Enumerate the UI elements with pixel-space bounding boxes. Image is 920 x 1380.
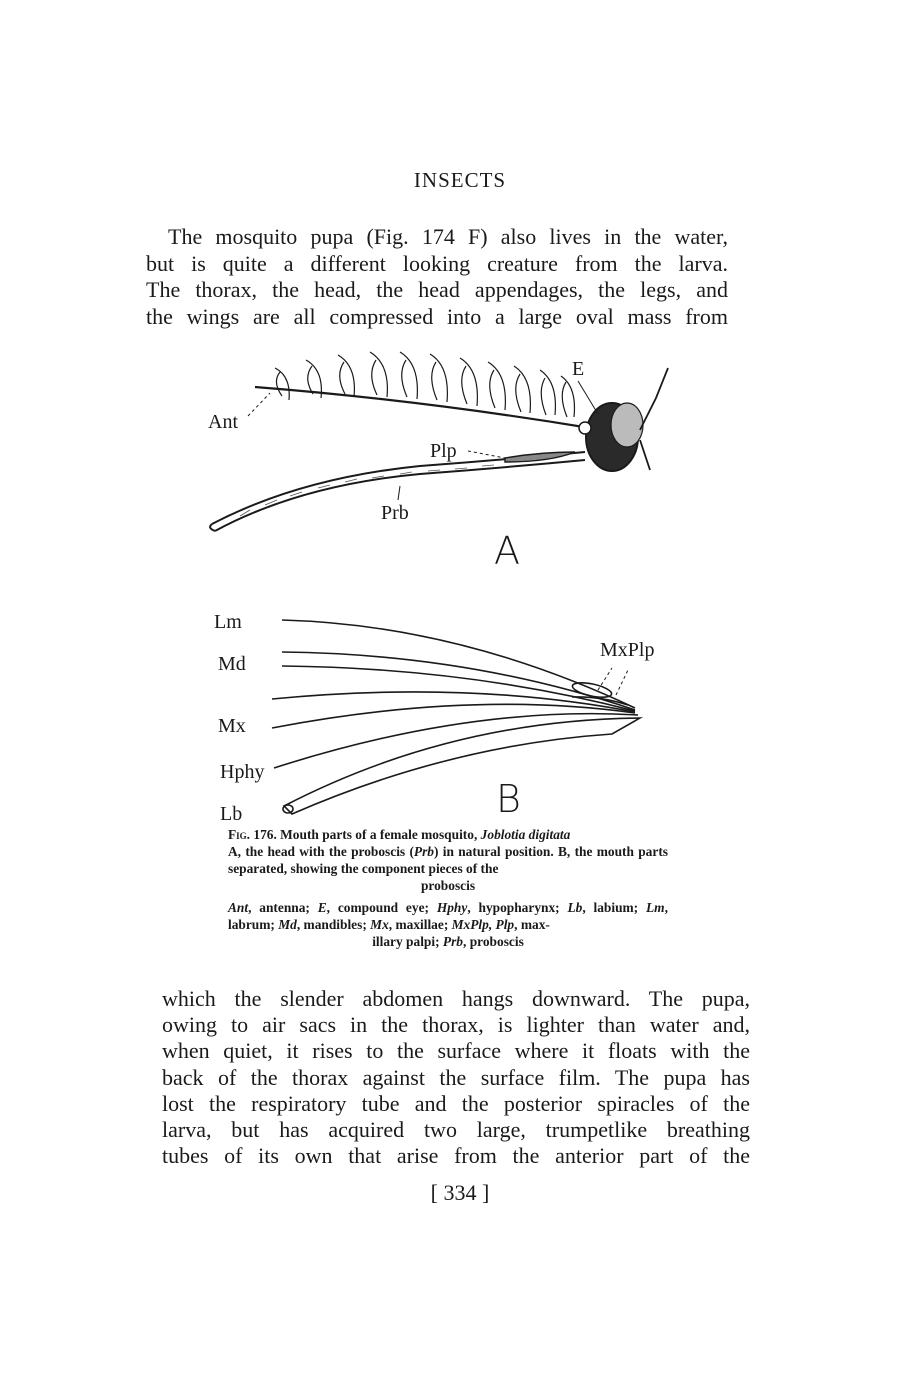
text-line: the wings are all compressed into a large oval mass from	[146, 303, 728, 329]
text-line: owing to air sacs in the thorax, is lighter than water and,	[162, 1012, 750, 1038]
label-prb: Prb	[381, 502, 409, 524]
text-line: when quiet, it rises to the surface where it floats with the	[162, 1038, 750, 1064]
caption-description-end: proboscis	[420, 878, 476, 893]
key-def: maxillae;	[395, 917, 449, 932]
caption-fig-number: Fig. 176.	[228, 827, 277, 842]
key-abbr: Ant	[228, 900, 249, 915]
panel-letter-a: A	[494, 529, 520, 573]
key-def: antenna;	[259, 900, 310, 915]
label-ant: Ant	[208, 411, 238, 433]
paragraph-bottom	[162, 986, 750, 1169]
caption-key-end: illary palpi; Prb, proboscis	[372, 934, 524, 949]
caption-title	[228, 826, 668, 843]
caption-desc-part: A, the head with the proboscis (	[228, 844, 414, 859]
key-def: labrum;	[228, 917, 275, 932]
text-line: lost the respiratory tube and the posterior spiracles of the	[162, 1090, 750, 1116]
running-head: INSECTS	[413, 168, 507, 192]
text-line: The mosquito pupa (Fig. 174 F) also lives in the water,	[168, 224, 728, 249]
key-abbr: Prb	[442, 934, 463, 949]
label-md: Md	[218, 653, 246, 675]
caption-desc-part: ) in natural position. B, the mouth parts separated, showing the component pieces of the	[228, 844, 668, 876]
caption-species: Joblotia digitata	[480, 827, 571, 842]
panel-b-drawing	[272, 620, 640, 814]
label-mx: Mx	[218, 715, 246, 737]
key-abbr: Mx	[370, 917, 389, 932]
text-line: which the slender abdomen hangs downward. The pupa,	[162, 986, 750, 1011]
label-mxplp: MxPlp	[600, 639, 655, 661]
key-def: mandibles;	[303, 917, 367, 932]
label-e: E	[572, 358, 585, 380]
label-plp: Plp	[430, 440, 457, 462]
key-abbr: Md	[278, 917, 297, 932]
key-def: illary palpi;	[372, 934, 440, 949]
key-abbr: Hphy	[436, 900, 468, 915]
key-def: proboscis	[469, 934, 524, 949]
key-abbr: MxPlp, Plp	[451, 917, 515, 932]
caption-title-text: Mouth parts of a female mosquito,	[280, 827, 478, 842]
key-abbr: Lm	[645, 900, 665, 915]
key-abbr: E	[317, 900, 327, 915]
panel-letter-b: B	[496, 777, 521, 821]
text-line: back of the thorax against the surface film. The pupa has	[162, 1064, 750, 1090]
label-lm: Lm	[214, 611, 242, 633]
caption-description	[228, 843, 668, 877]
key-def: hypopharynx;	[478, 900, 560, 915]
key-def: compound eye;	[337, 900, 429, 915]
key-abbr: Lb	[567, 900, 583, 915]
text-line: tubes of its own that arise from the anterior part of the	[162, 1143, 750, 1169]
key-def: labium;	[593, 900, 639, 915]
page-number: [ 334 ]	[430, 1180, 490, 1205]
label-lb: Lb	[220, 803, 243, 825]
text-line: but is quite a different looking creature from the larva.	[146, 250, 728, 276]
caption-key: Ant, antenna; E, compound eye; Hphy, hypopharynx; Lb, labium; Lm, labrum; Md, mandibles; Mx, maxillae; MxPlp, Plp, max-	[228, 900, 668, 932]
caption-desc-abbr: Prb	[413, 844, 434, 859]
key-def: max-	[520, 917, 550, 932]
text-line: The thorax, the head, the head appendages, the legs, and	[146, 277, 728, 302]
label-hphy: Hphy	[220, 761, 265, 783]
figure-caption	[228, 826, 668, 950]
text-line: larva, but has acquired two large, trumpetlike breathing	[162, 1117, 750, 1143]
